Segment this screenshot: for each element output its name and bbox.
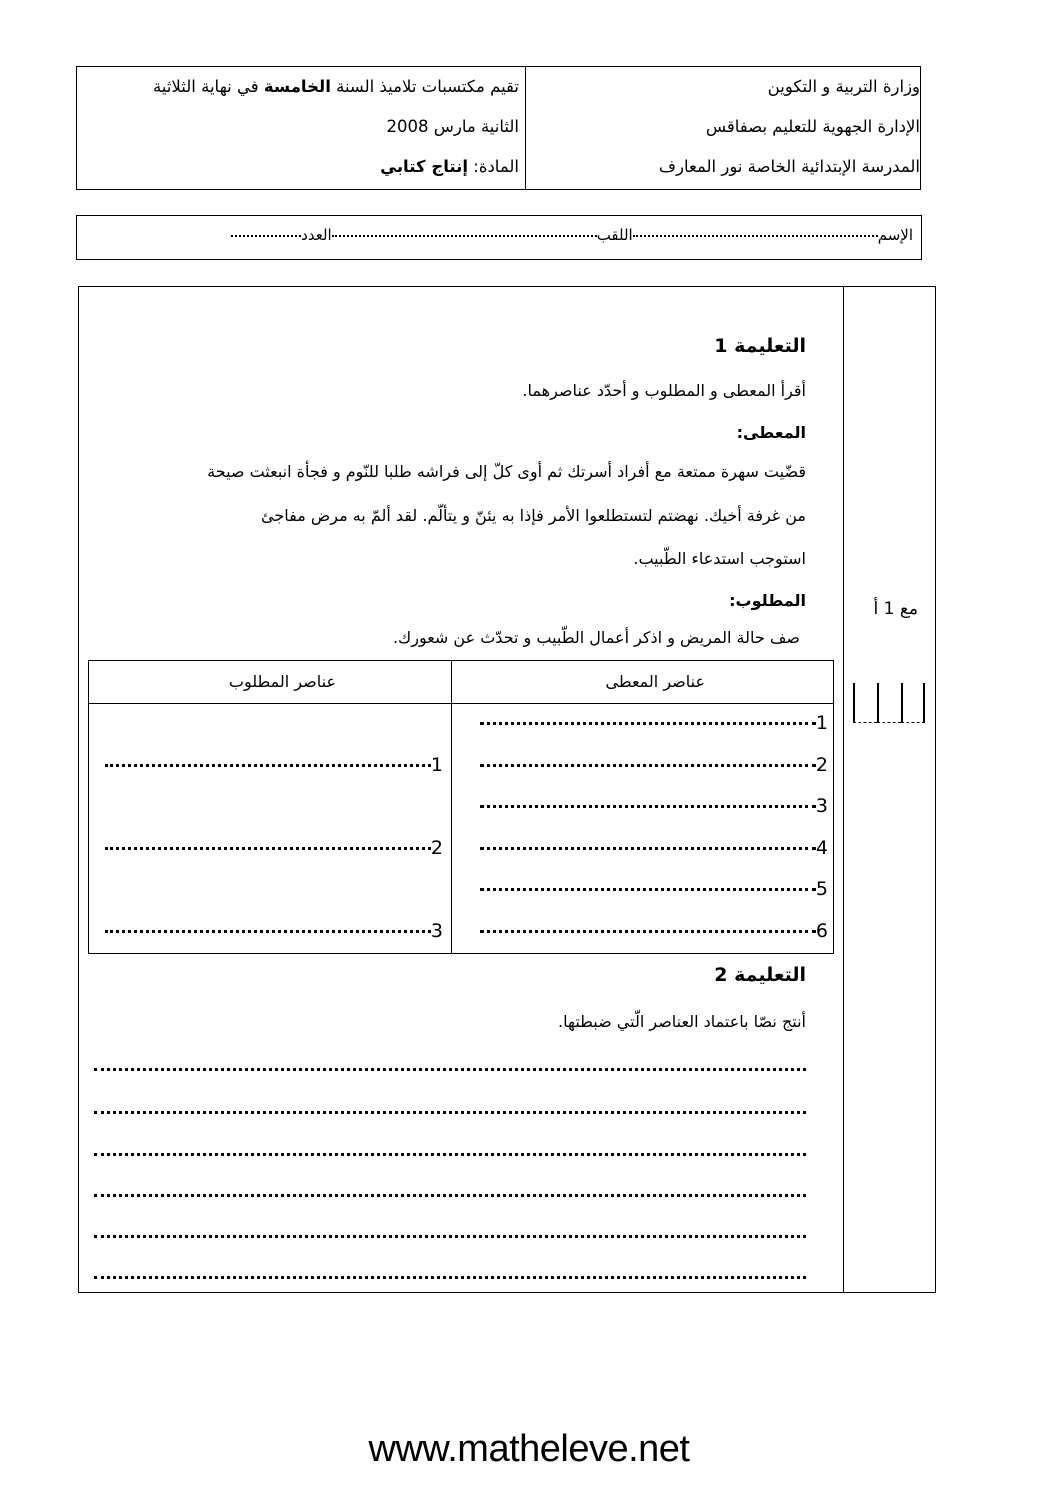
item-number: 1 xyxy=(815,712,828,734)
mark-box[interactable] xyxy=(853,683,877,723)
given-item-row[interactable] xyxy=(480,712,828,734)
exam-title xyxy=(153,77,519,96)
grading-criterion: مع 1 أ xyxy=(873,599,918,619)
writing-answer-line[interactable] xyxy=(94,1194,806,1197)
table-column-divider xyxy=(451,660,452,954)
item-number: 3 xyxy=(815,795,828,817)
item-number: 6 xyxy=(815,920,828,942)
grading-margin-divider xyxy=(843,286,844,1293)
given-item-row[interactable] xyxy=(480,795,828,817)
answer-blank[interactable] xyxy=(105,847,431,850)
exam-title-suffix: في نهاية الثلاثية xyxy=(153,77,264,96)
given-item-row[interactable] xyxy=(480,878,828,900)
subject-value: إنتاج كتابي xyxy=(380,157,469,176)
exam-subject xyxy=(380,157,519,176)
grading-mark-boxes xyxy=(853,683,925,723)
required-item-row[interactable] xyxy=(105,754,443,776)
footer-website: www.matheleve.net xyxy=(368,1428,690,1470)
answer-blank[interactable] xyxy=(480,847,816,850)
name-field[interactable] xyxy=(231,226,913,244)
writing-answer-line[interactable] xyxy=(94,1235,806,1238)
item-number: 5 xyxy=(815,878,828,900)
mark-box[interactable] xyxy=(901,683,925,723)
given-text-line: قضّيت سهرة ممتعة مع أفراد أسرتك ثم أوى كلّ إلى فراشه طلبا للنّوم و فجأة انبعثت صيحة xyxy=(207,462,806,481)
answer-blank[interactable] xyxy=(480,805,816,808)
writing-answer-line[interactable] xyxy=(94,1276,806,1279)
given-text-line: من غرفة أخيك. نهضتم لتستطلعوا الأمر فإذا به يئنّ و يتألّم. لقد ألمّ به مرض مفاجئ xyxy=(261,506,806,525)
number-blank[interactable] xyxy=(231,235,301,237)
table-header-given: عناصر المعطى xyxy=(605,672,705,691)
instruction-1-prompt: أقرأ المعطى و المطلوب و أحدّد عناصرهما. xyxy=(522,381,806,400)
exam-title-prefix: تقيم مكتسبات تلاميذ السنة xyxy=(330,77,519,96)
answer-blank[interactable] xyxy=(105,930,431,933)
exam-date: الثانية مارس 2008 xyxy=(386,117,519,136)
school-name: المدرسة الإبتدائية الخاصة نور المعارف xyxy=(658,157,920,176)
table-header-divider xyxy=(88,703,834,704)
answer-blank[interactable] xyxy=(480,888,816,891)
writing-answer-line[interactable] xyxy=(94,1153,806,1156)
ministry-name: وزارة التربية و التكوين xyxy=(767,77,920,96)
instruction-1-title: التعليمة 1 xyxy=(714,335,806,357)
given-item-row[interactable] xyxy=(480,754,828,776)
answer-blank[interactable] xyxy=(480,764,816,767)
writing-answer-line[interactable] xyxy=(94,1068,806,1071)
answer-blank[interactable] xyxy=(480,930,816,933)
given-item-row[interactable] xyxy=(480,837,828,859)
name-blank[interactable] xyxy=(633,235,878,237)
subject-label: المادة: xyxy=(468,157,519,176)
item-number: 4 xyxy=(815,837,828,859)
name-label: الإسم xyxy=(877,226,913,244)
answer-blank[interactable] xyxy=(105,764,431,767)
given-label: المعطى: xyxy=(736,423,806,442)
regional-directorate: الإدارة الجهوية للتعليم بصفاقس xyxy=(705,117,920,136)
required-text: صف حالة المريض و اذكر أعمال الطّبيب و تحدّث عن شعورك. xyxy=(392,628,800,647)
header-divider xyxy=(525,66,526,190)
item-number: 2 xyxy=(815,754,828,776)
writing-answer-line[interactable] xyxy=(94,1111,806,1114)
exam-title-level: الخامسة xyxy=(263,77,331,96)
mark-box[interactable] xyxy=(877,683,901,723)
surname-blank[interactable] xyxy=(332,235,597,237)
item-number: 1 xyxy=(430,754,443,776)
number-label: العدد xyxy=(301,226,332,244)
instruction-2-title: التعليمة 2 xyxy=(714,964,806,986)
required-item-row[interactable] xyxy=(105,920,443,942)
instruction-2-prompt: أنتج نصّا باعتماد العناصر الّتي ضبطتها. xyxy=(558,1012,806,1031)
table-header-required: عناصر المطلوب xyxy=(228,672,336,691)
given-text-line: استوجب استدعاء الطّبيب. xyxy=(633,549,806,568)
surname-label: اللقب xyxy=(596,226,633,244)
given-item-row[interactable] xyxy=(480,920,828,942)
required-label: المطلوب: xyxy=(729,591,806,610)
item-number: 3 xyxy=(430,920,443,942)
answer-blank[interactable] xyxy=(480,722,816,725)
required-item-row[interactable] xyxy=(105,837,443,859)
item-number: 2 xyxy=(430,837,443,859)
